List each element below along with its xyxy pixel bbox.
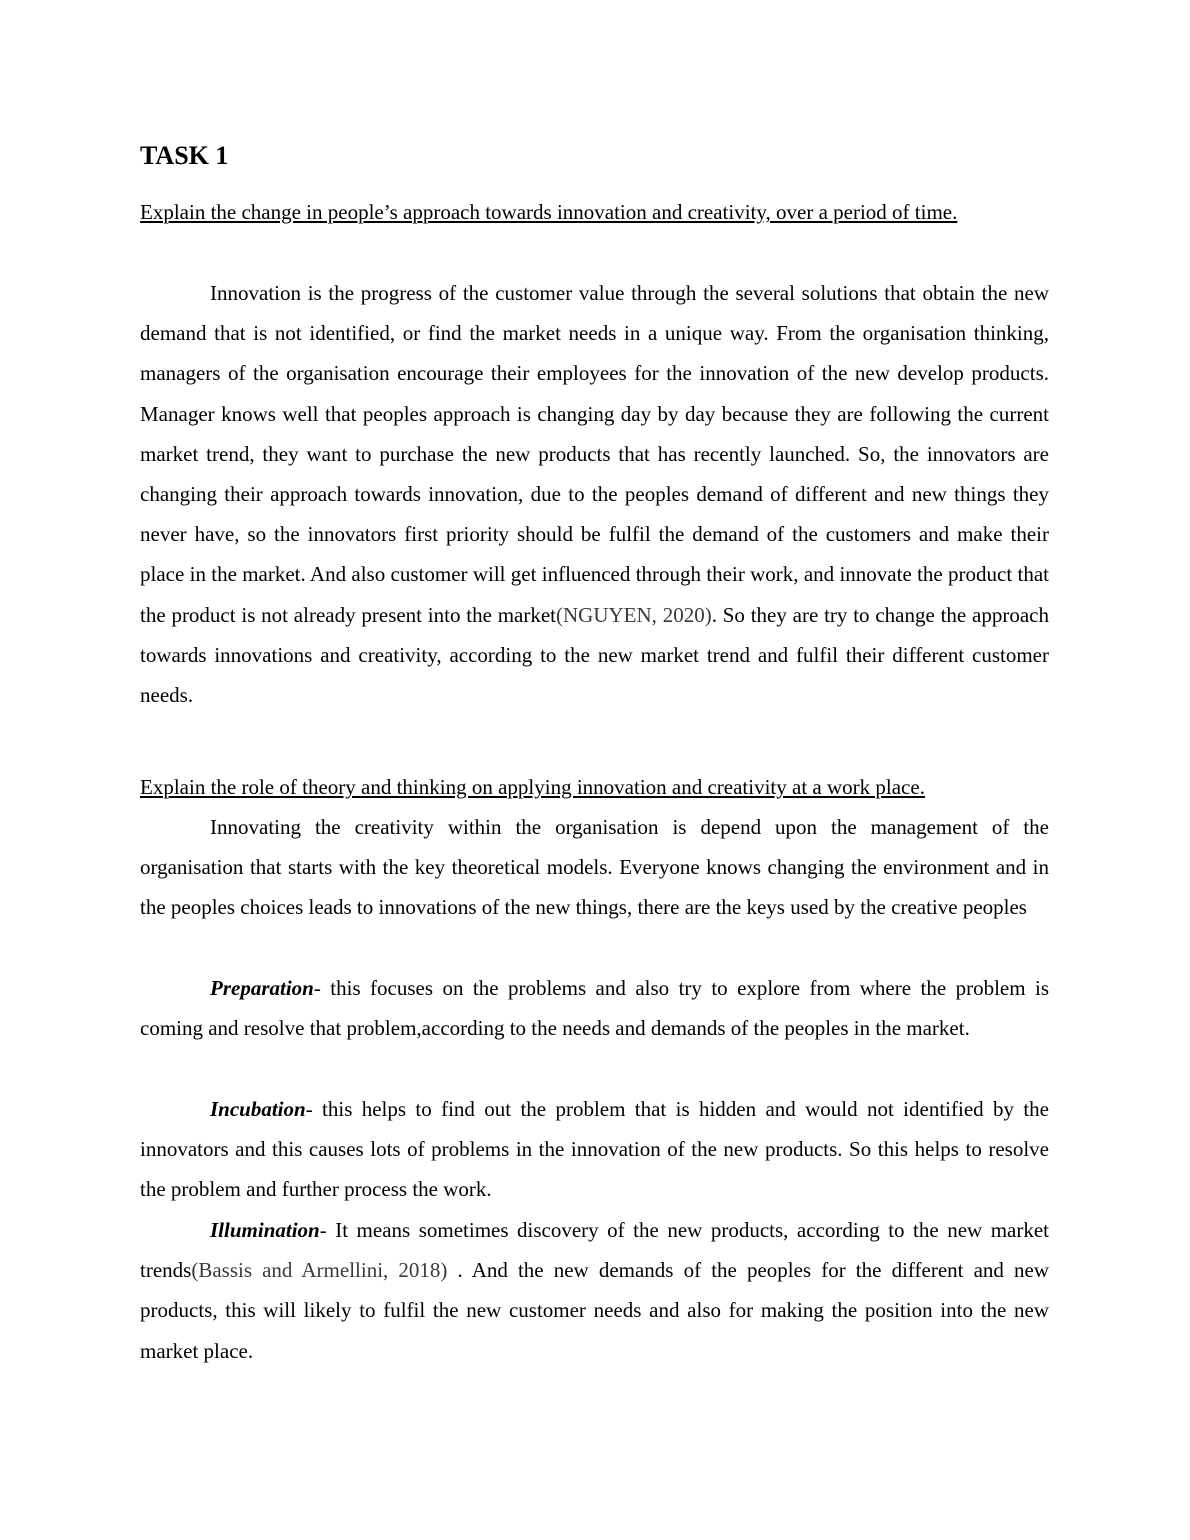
stage-term: Illumination	[210, 1218, 320, 1242]
stage-incubation	[140, 1089, 1049, 1210]
paragraph-theory-intro: Innovating the creativity within the organisation is depend upon the management of the organisation that starts with the key theoretical models. Everyone knows changing the environment and in the peoples choices leads to innovations of the new things, there are the keys used by the creative peoples	[140, 815, 1049, 920]
stage-term: Incubation	[210, 1097, 306, 1121]
citation: (Bassis and Armellini, 2018)	[191, 1258, 448, 1283]
stage-text: . And the new demands of the peoples for the different and new products, this will likely to fulfil the new customer needs and also for making the position into the new market place.	[140, 1258, 1050, 1363]
stage-term: Preparation	[210, 976, 314, 1000]
section-heading-change-in-approach: Explain the change in people’s approach towards innovation and creativity, over a period of time.	[140, 200, 958, 224]
section-heading-role-of-theory: Explain the role of theory and thinking on applying innovation and creativity at a work place.	[140, 775, 925, 799]
stage-illumination	[140, 1210, 1049, 1371]
citation: (NGUYEN, 2020)	[556, 602, 712, 627]
paragraph-text: Innovation is the progress of the customer value through the several solutions that obtain the new demand that is not identified, or find the market needs in a unique way. From the organisation thinking, managers of the organisation encourage their employees for the innovation of the new develop products. Manager knows well that peoples approach is changing day by day because they are following the current market trend, they want to purchase the new products that has recently launched. So, the innovators are changing their approach towards innovation, due to the peoples demand of different and new things they never have, so the innovators first priority should be fulfil the demand of the customers and make their place in the market. And also customer will get influenced through their work, and innovate the product that the product is not already present into the market	[140, 281, 1049, 627]
stage-text: - It means sometimes discovery of the new products, according to the new market trends	[140, 1218, 1049, 1283]
paragraph-text: . So they are try to change the approach towards innovations and creativity, according to the new market trend and fulfil their different customer needs.	[140, 602, 1049, 708]
stage-text: - this focuses on the problems and also try to explore from where the problem is coming and resolve that problem,according to the needs and demands of the peoples in the market.	[140, 976, 1049, 1041]
stage-text: - this helps to find out the problem that is hidden and would not identified by the innovators and this causes lots of problems in the innovation of the new products. So this helps to resolve the problem and further process the work.	[140, 1097, 1049, 1202]
document-title: TASK 1	[140, 141, 229, 170]
paragraph-innovation-definition	[140, 273, 1049, 715]
stage-preparation	[140, 968, 1049, 1048]
